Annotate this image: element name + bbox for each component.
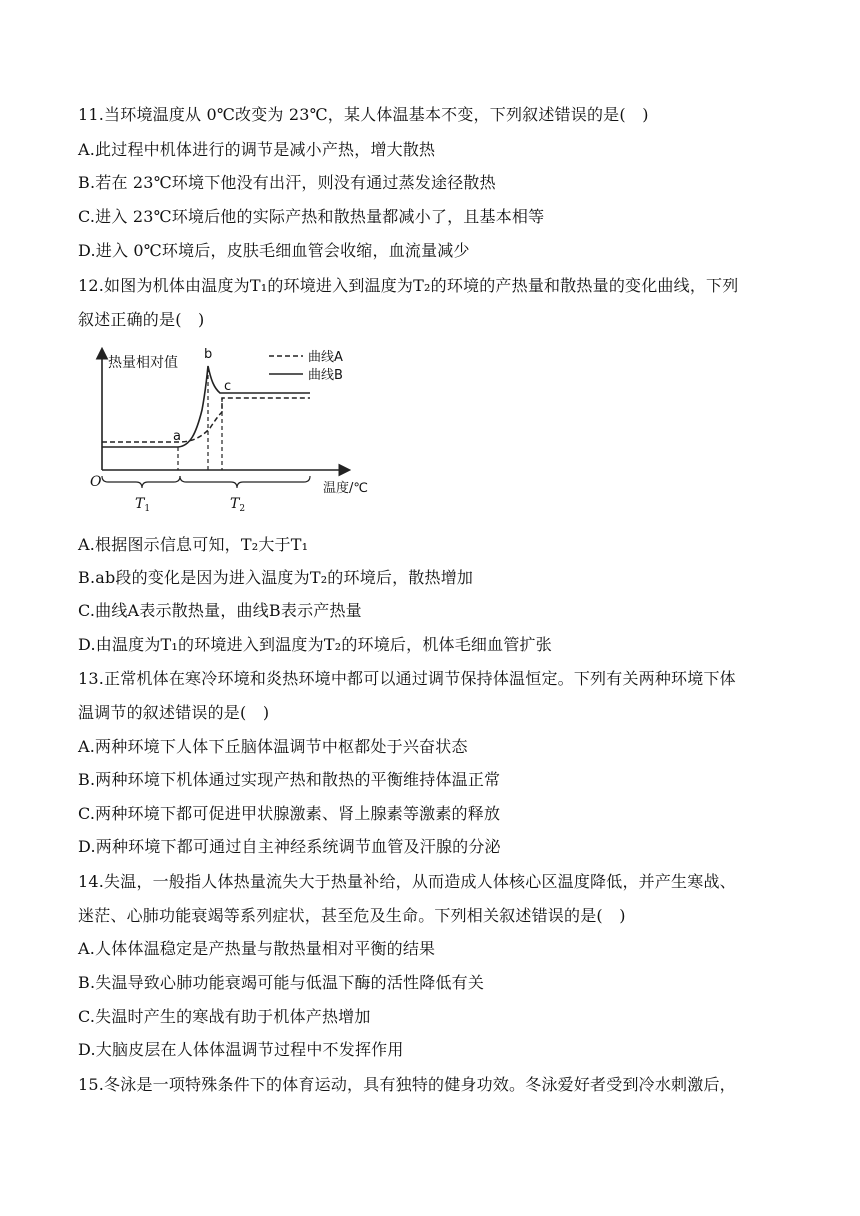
t1-label: $T_1$ [135, 496, 151, 514]
q12-stem-line2: 叙述正确的是( ) [78, 310, 205, 329]
heat-curve-figure [78, 336, 378, 522]
t1-brace [102, 476, 180, 488]
x-axis-label: 温度/℃ [323, 481, 368, 496]
q11-option-b: B.若在 23℃环境下他没有出汗，则没有通过蒸发途径散热 [78, 173, 496, 192]
point-b-label: b [204, 347, 213, 362]
q11-option-c: C.进入 23℃环境后他的实际产热和散热量都减小了，且基本相等 [78, 207, 545, 226]
q14-option-c: C.失温时产生的寒战有助于机体产热增加 [78, 1007, 371, 1026]
q14-option-b: B.失温导致心肺功能衰竭可能与低温下酶的活性降低有关 [78, 973, 485, 992]
legend-a-label: 曲线A [308, 350, 343, 365]
q11-stem: 11.当环境温度从 0℃改变为 23℃，某人体温基本不变，下列叙述错误的是( ) [78, 105, 649, 124]
t2-brace [180, 476, 310, 488]
y-axis-label: 热量相对值 [108, 355, 178, 371]
q12-option-b: B.ab段的变化是因为进入温度为T₂的环境后，散热增加 [78, 568, 474, 587]
point-c-label: c [224, 379, 232, 394]
q14-stem-line1: 14.失温，一般指人体热量流失大于热量补给，从而造成人体核心区温度降低，并产生寒战、 [78, 872, 736, 891]
q15-stem-line1: 15.冬泳是一项特殊条件下的体育运动，具有独特的健身功效。冬泳爱好者受到冷水刺激后， [78, 1075, 736, 1094]
curve-b [102, 366, 310, 447]
q12-option-d: D.由温度为T₁的环境进入到温度为T₂的环境后，机体毛细血管扩张 [78, 635, 552, 654]
q14-option-d: D.大脑皮层在人体体温调节过程中不发挥作用 [78, 1040, 404, 1059]
q12-option-a: A.根据图示信息可知，T₂大于T₁ [78, 535, 309, 554]
q13-option-d: D.两种环境下都可通过自主神经系统调节血管及汗腺的分泌 [78, 837, 501, 856]
legend-b-label: 曲线B [308, 368, 343, 383]
q13-option-a: A.两种环境下人体下丘脑体温调节中枢都处于兴奋状态 [78, 737, 468, 756]
q11-option-d: D.进入 0℃环境后，皮肤毛细血管会收缩，血流量减少 [78, 241, 470, 260]
curve-a [102, 398, 310, 442]
q12-stem-line1: 12.如图为机体由温度为T₁的环境进入到温度为T₂的环境的产热量和散热量的变化曲线，下列 [78, 276, 739, 295]
q13-stem-line2: 温调节的叙述错误的是( ) [78, 703, 270, 722]
q13-option-c: C.两种环境下都可促进甲状腺激素、肾上腺素等激素的释放 [78, 804, 501, 823]
q14-stem-line2: 迷茫、心肺功能衰竭等系列症状，甚至危及生命。下列相关叙述错误的是( ) [78, 906, 626, 925]
q13-option-b: B.两种环境下机体通过实现产热和散热的平衡维持体温正常 [78, 770, 501, 789]
t2-label: $T_2$ [230, 496, 246, 514]
q11-option-a: A.此过程中机体进行的调节是减小产热，增大散热 [78, 140, 436, 159]
q13-stem-line1: 13.正常机体在寒冷环境和炎热环境中都可以通过调节保持体温恒定。下列有关两种环境下体 [78, 669, 736, 688]
point-a-label: a [173, 429, 181, 444]
origin-label: O [90, 474, 102, 490]
q12-option-c: C.曲线A表示散热量，曲线B表示产热量 [78, 601, 362, 620]
q14-option-a: A.人体体温稳定是产热量与散热量相对平衡的结果 [78, 939, 436, 958]
